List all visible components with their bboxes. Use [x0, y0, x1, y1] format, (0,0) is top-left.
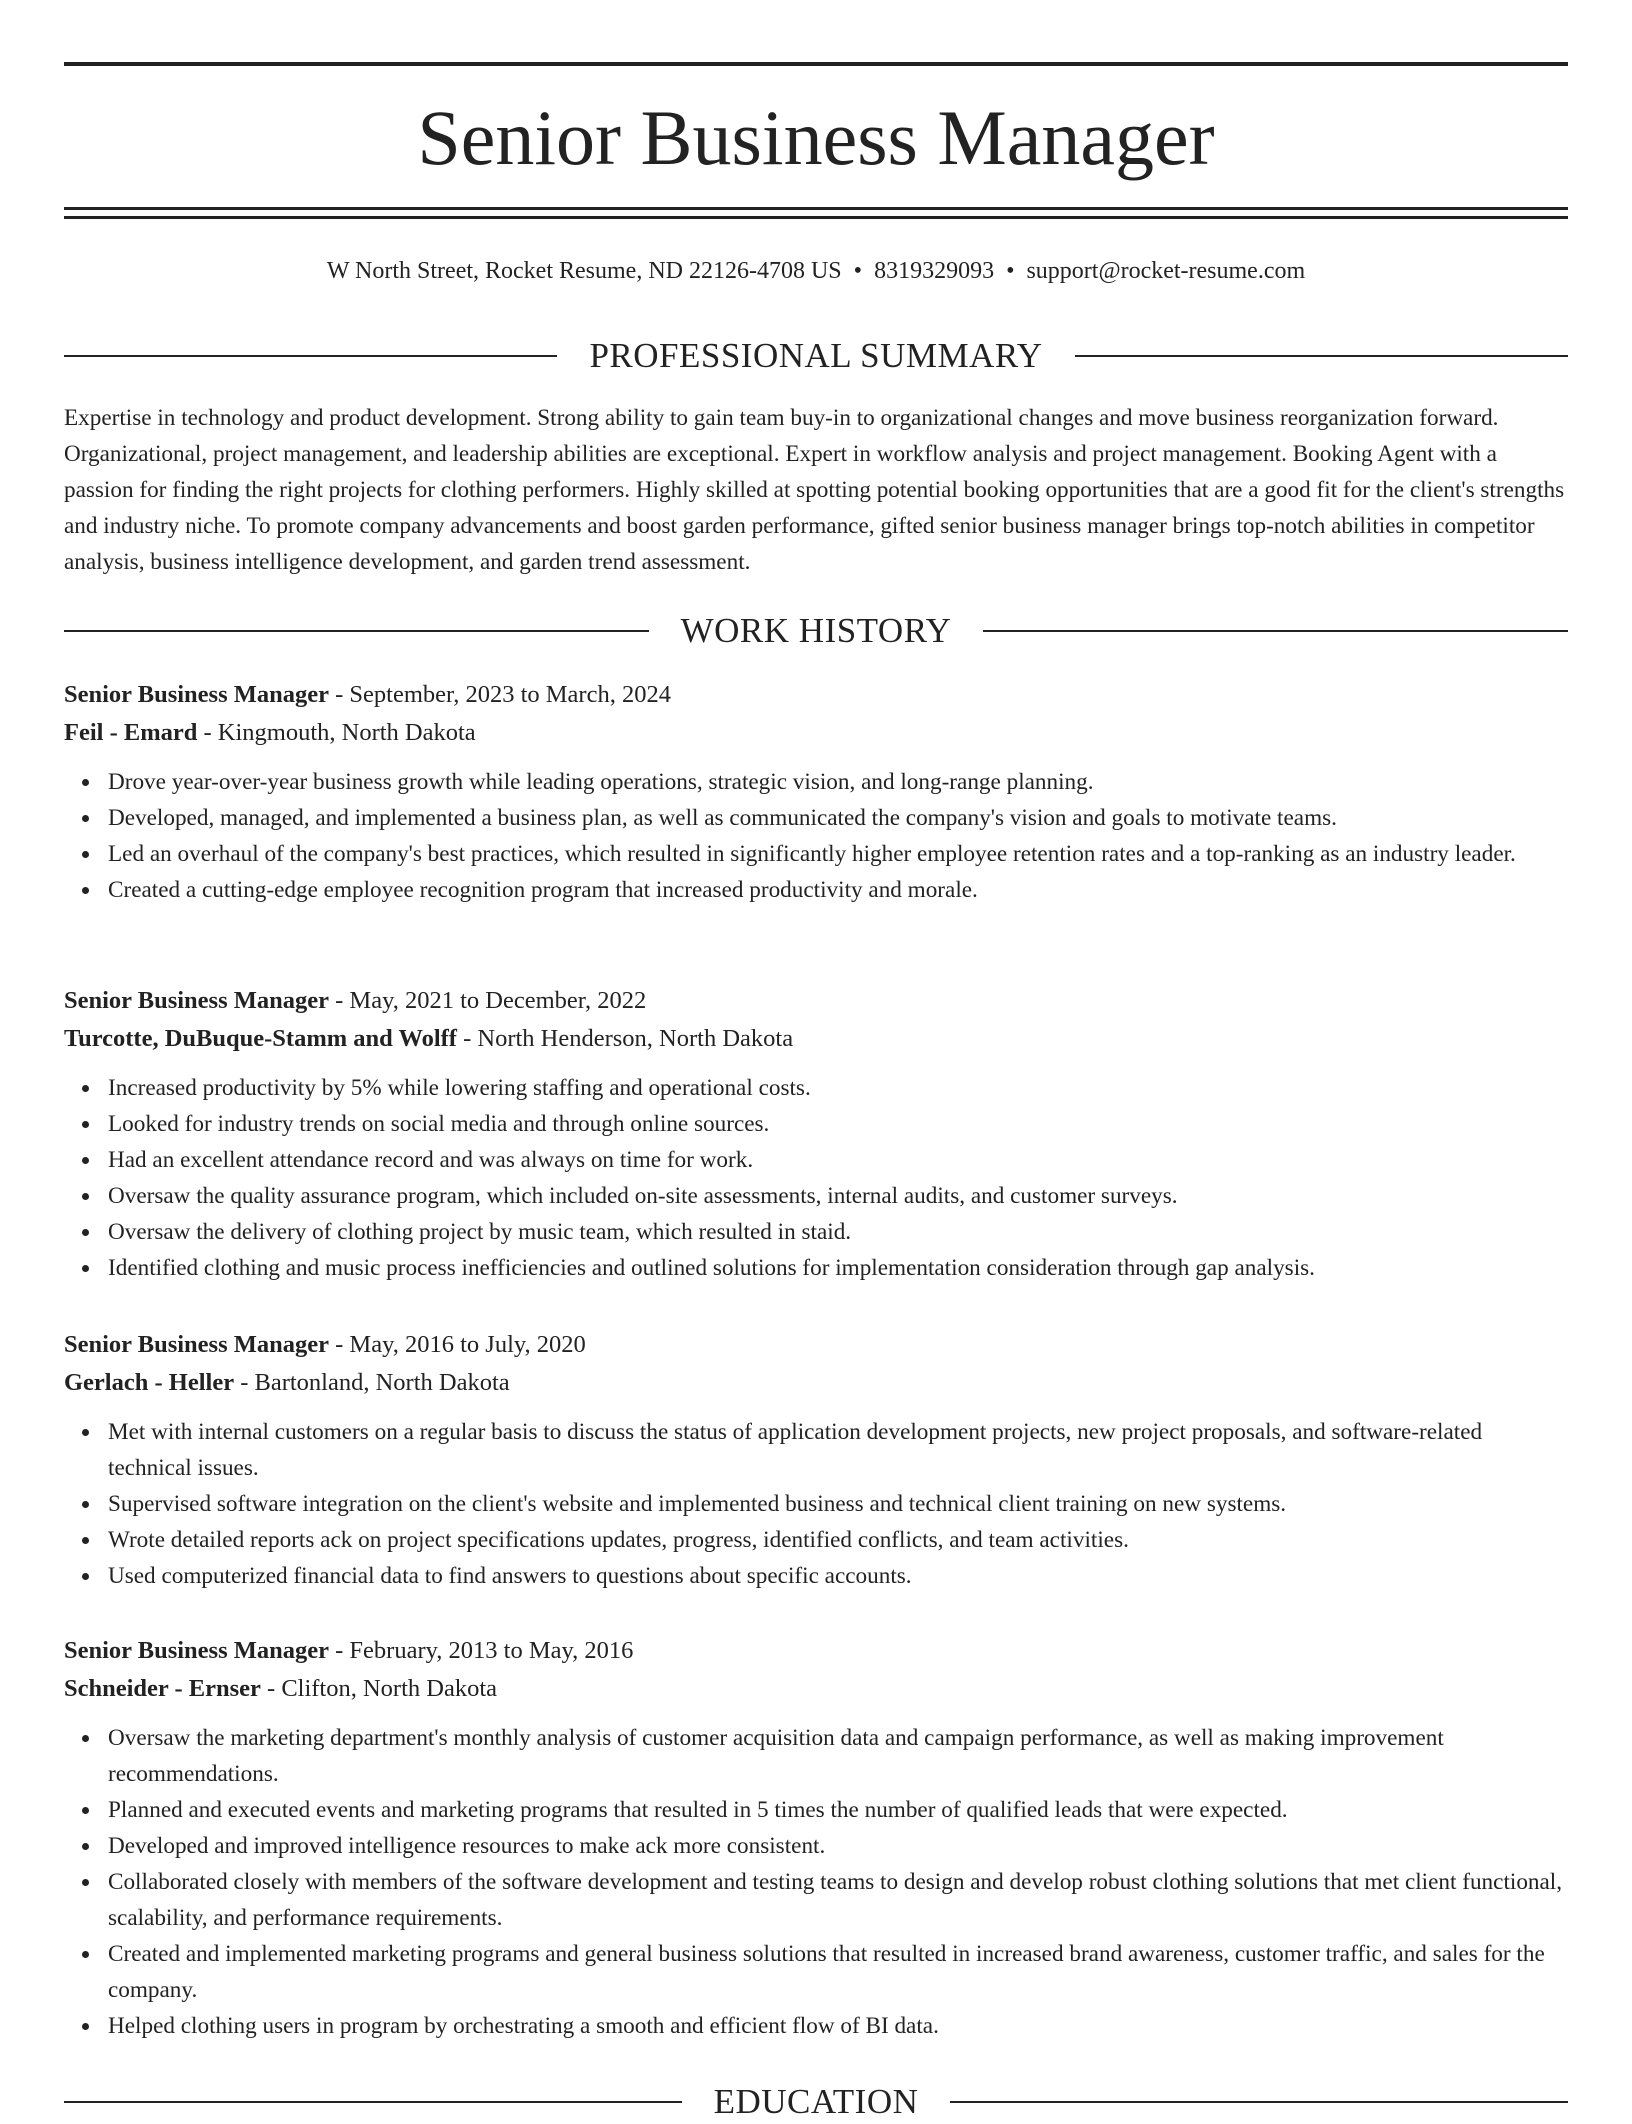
section-rule-left — [64, 630, 649, 632]
list-item: Led an overhaul of the company's best practices, which resulted in significantly higher employee retention rates and a top-ranking as an industry leader. — [108, 836, 1568, 872]
list-item: Oversaw the marketing department's monthly analysis of customer acquisition data and campaign performance, as well as making improvement recommendations. — [108, 1720, 1568, 1792]
job-location: - North Henderson, North Dakota — [456, 1025, 794, 1052]
job-company: Feil - Emard — [64, 719, 198, 746]
section-heading-work-history — [64, 609, 1568, 653]
list-item: Looked for industry trends on social media and through online sources. — [108, 1106, 1568, 1142]
job-title-line — [64, 982, 1568, 1020]
section-rule-right — [950, 2101, 1568, 2103]
job-title: Senior Business Manager — [64, 987, 329, 1014]
job-bullet-list — [64, 1070, 1568, 1286]
job-entry — [64, 676, 1568, 908]
list-item: Helped clothing users in program by orchestrating a smooth and efficient flow of BI data. — [108, 2008, 1568, 2044]
list-item: Created and implemented marketing programs and general business solutions that resulted in increased brand awareness, customer traffic, and sales for the company. — [108, 1936, 1568, 2008]
job-company-line — [64, 1020, 1568, 1058]
job-company-line — [64, 714, 1568, 752]
contact-separator: • — [853, 258, 863, 284]
list-item: Collaborated closely with members of the software development and testing teams to design and develop robust clothing solutions that met client functional, scalability, and performance requirements. — [108, 1864, 1568, 1936]
resume-name: Senior Business Manager — [417, 94, 1215, 181]
list-item: Developed, managed, and implemented a business plan, as well as communicated the company's vision and goals to motivate teams. — [108, 800, 1568, 836]
job-bullet-list — [64, 1720, 1568, 2044]
job-dates: - May, 2021 to December, 2022 — [329, 987, 647, 1014]
job-entry — [64, 1632, 1568, 2044]
job-title-line — [64, 1632, 1568, 1670]
job-company-line — [64, 1364, 1568, 1402]
contact-phone: 8319329093 — [874, 258, 995, 284]
list-item: Oversaw the quality assurance program, which included on-site assessments, internal audits, and customer surveys. — [108, 1178, 1568, 1214]
list-item: Drove year-over-year business growth while leading operations, strategic vision, and long-range planning. — [108, 764, 1568, 800]
section-rule-left — [64, 355, 557, 357]
job-entry — [64, 982, 1568, 1286]
list-item: Met with internal customers on a regular basis to discuss the status of application development projects, new project proposals, and software-related technical issues. — [108, 1414, 1568, 1486]
job-location: - Clifton, North Dakota — [260, 1675, 498, 1702]
header-top-rule — [64, 62, 1568, 66]
contact-email: support@rocket-resume.com — [1026, 258, 1306, 284]
section-rule-left — [64, 2101, 682, 2103]
section-heading-education — [64, 2080, 1568, 2124]
job-dates: - May, 2016 to July, 2020 — [329, 1331, 586, 1358]
job-company-line — [64, 1670, 1568, 1708]
section-heading-summary — [64, 334, 1568, 378]
job-title: Senior Business Manager — [64, 1637, 329, 1664]
list-item: Developed and improved intelligence resources to make ack more consistent. — [108, 1828, 1568, 1864]
job-title-line — [64, 1326, 1568, 1364]
job-company: Turcotte, DuBuque-Stamm and Wolff — [64, 1025, 457, 1052]
job-entry — [64, 1326, 1568, 1594]
job-title-line — [64, 676, 1568, 714]
job-title: Senior Business Manager — [64, 1331, 329, 1358]
section-title: EDUCATION — [713, 2082, 919, 2121]
list-item: Increased productivity by 5% while lowering staffing and operational costs. — [108, 1070, 1568, 1106]
section-rule-right — [1075, 355, 1568, 357]
header-double-rule-lower — [64, 216, 1568, 219]
list-item: Planned and executed events and marketing programs that resulted in 5 times the number of qualified leads that were expected. — [108, 1792, 1568, 1828]
list-item: Created a cutting-edge employee recognition program that increased productivity and morale. — [108, 872, 1568, 908]
job-title: Senior Business Manager — [64, 681, 329, 708]
contact-address: W North Street, Rocket Resume, ND 22126-4708 US — [326, 258, 842, 284]
job-dates: - February, 2013 to May, 2016 — [329, 1637, 634, 1664]
contact-line — [64, 254, 1568, 288]
job-company: Schneider - Ernser — [64, 1675, 261, 1702]
list-item: Identified clothing and music process inefficiencies and outlined solutions for implementation consideration through gap analysis. — [108, 1250, 1568, 1286]
list-item: Oversaw the delivery of clothing project by music team, which resulted in staid. — [108, 1214, 1568, 1250]
list-item: Wrote detailed reports ack on project specifications updates, progress, identified conflicts, and team activities. — [108, 1522, 1568, 1558]
summary-text: Expertise in technology and product development. Strong ability to gain team buy-in to organizational changes and move business reorganization forward. Organizational, project management, and leadership abilities are exceptional. Expert in workflow analysis and project management. Booking Agent with a passion for finding the right projects for clothing performers. Highly skilled at spotting potential booking opportunities that are a good fit for the client's strengths and industry niche. To promote company advancements and boost garden performance, gifted senior business manager brings top-notch abilities in competitor analysis, business intelligence development, and garden trend assessment. — [64, 405, 1565, 575]
job-location: - Kingmouth, North Dakota — [197, 719, 476, 746]
job-bullet-list — [64, 1414, 1568, 1594]
section-title: PROFESSIONAL SUMMARY — [589, 336, 1043, 375]
list-item: Used computerized financial data to find answers to questions about specific accounts. — [108, 1558, 1568, 1594]
job-dates: - September, 2023 to March, 2024 — [329, 681, 671, 708]
contact-separator: • — [1006, 258, 1015, 284]
job-company: Gerlach - Heller — [64, 1369, 235, 1396]
job-location: - Bartonland, North Dakota — [234, 1369, 510, 1396]
list-item: Had an excellent attendance record and was always on time for work. — [108, 1142, 1568, 1178]
list-item: Supervised software integration on the client's website and implemented business and technical client training on new systems. — [108, 1486, 1568, 1522]
section-rule-right — [983, 630, 1568, 632]
job-bullet-list — [64, 764, 1568, 908]
header-double-rule-upper — [64, 207, 1568, 210]
section-title: WORK HISTORY — [680, 611, 952, 650]
